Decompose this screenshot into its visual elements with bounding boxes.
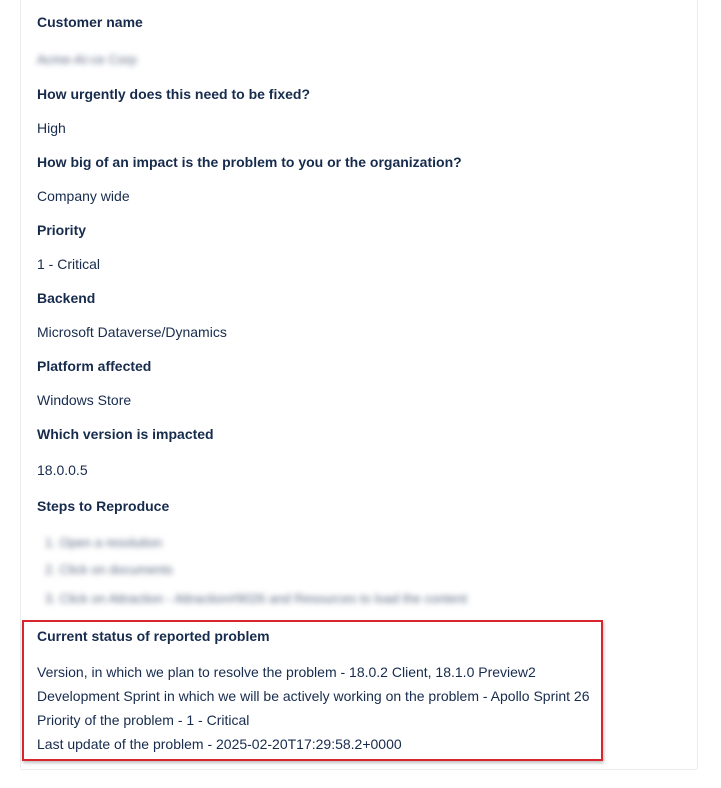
field-label-steps: Steps to Reproduce	[37, 498, 170, 514]
field-value-platform: Windows Store	[37, 392, 132, 408]
field-label-backend: Backend	[37, 290, 96, 306]
steps-item: 3. Click on Attraction - Attraction#9026 and Resources to load the content	[45, 591, 468, 606]
status-line-last-update: Last update of the problem - 2025-02-20T17:29:58.2+0000	[37, 736, 402, 752]
field-label-urgency: How urgently does this need to be fixed?	[37, 86, 311, 102]
field-label-customer-name: Customer name	[37, 14, 143, 30]
current-status-highlight-box	[22, 620, 603, 761]
field-label-version: Which version is impacted	[37, 426, 214, 442]
field-value-backend: Microsoft Dataverse/Dynamics	[37, 324, 227, 340]
status-title: Current status of reported problem	[37, 628, 270, 644]
status-line-sprint: Development Sprint in which we will be actively working on the problem - Apollo Sprint 26	[37, 688, 590, 704]
field-label-platform: Platform affected	[37, 358, 152, 374]
field-label-impact: How big of an impact is the problem to you or the organization?	[37, 154, 462, 170]
field-value-version: 18.0.0.5	[37, 462, 88, 478]
status-line-version: Version, in which we plan to resolve the problem - 18.0.2 Client, 18.1.0 Preview2	[37, 664, 536, 680]
status-line-priority: Priority of the problem - 1 - Critical	[37, 712, 250, 728]
steps-item: 2. Click on documents	[45, 562, 173, 577]
field-value-impact: Company wide	[37, 188, 130, 204]
field-value-customer-name-redacted: Acme-AI-ce Corp	[37, 52, 137, 67]
field-label-priority: Priority	[37, 222, 87, 238]
steps-item: 1. Open a resolution	[45, 535, 163, 550]
field-value-urgency: High	[37, 120, 66, 136]
field-value-priority: 1 - Critical	[37, 256, 101, 272]
